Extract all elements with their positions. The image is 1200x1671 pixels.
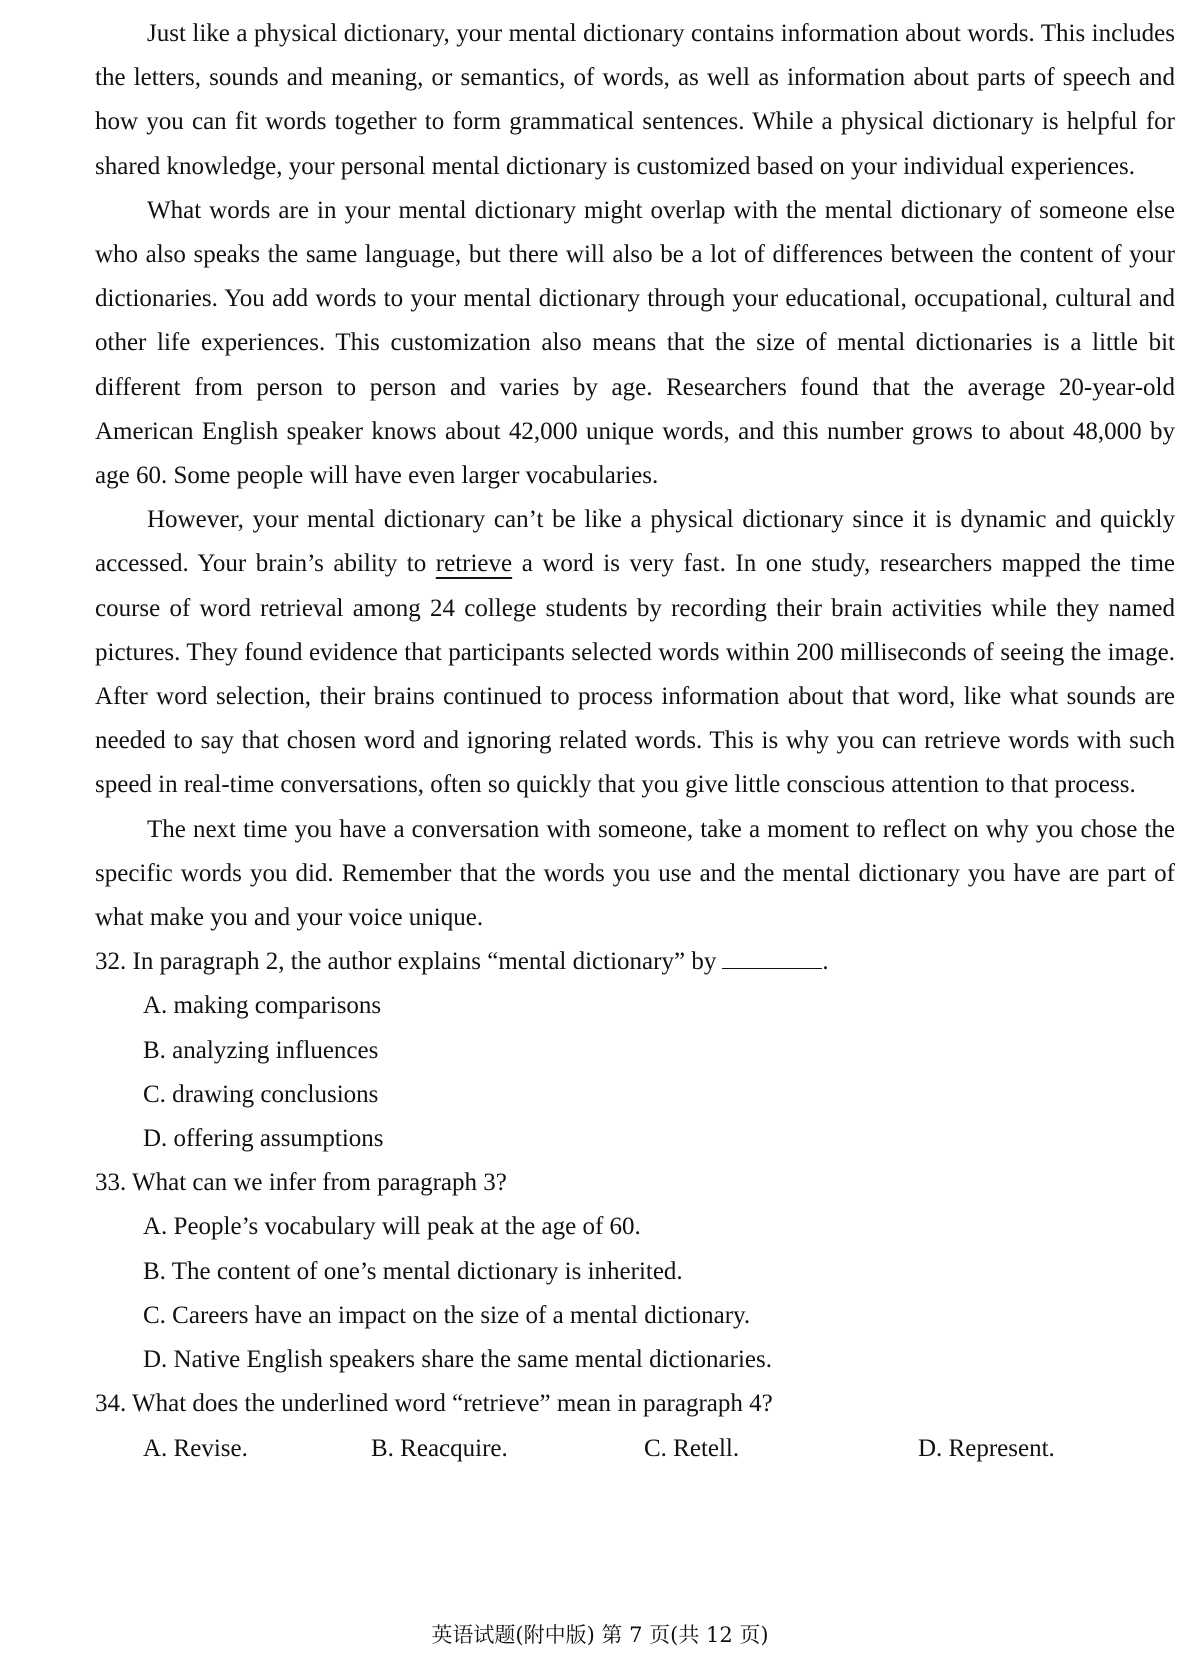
passage-paragraph-3 xyxy=(95,498,1175,807)
question-32-option-d: D. offering assumptions xyxy=(143,1125,384,1153)
passage-paragraph-3-start: However, your mental dictionary can’t be like a physical dictionary since it is dynamic and quickly accessed. Your brain’s ability to xyxy=(95,506,1175,578)
passage-paragraph-1: Just like a physical dictionary, your mental dictionary contains information about words. This includes the letters, sounds and meaning, or semantics, of words, as well as information about parts of speech and how you can fit words together to form grammatical sentences. While a physical dictionary is helpful for shared knowledge, your personal mental dictionary is customized based on your individual experiences. xyxy=(95,20,1175,180)
question-34-option-d: D. Represent. xyxy=(918,1434,1055,1462)
question-34-options xyxy=(143,1427,1175,1471)
question-33-option-b: B. The content of one’s mental dictionary is inherited. xyxy=(143,1257,683,1285)
question-32-stem: 32. In paragraph 2, the author explains “mental dictionary” by . xyxy=(95,948,829,976)
underlined-word: retrieve xyxy=(435,550,513,578)
question-34-stem: 34. What does the underlined word “retrieve” mean in paragraph 4? xyxy=(95,1390,773,1418)
question-34-option-a: A. Revise. xyxy=(143,1434,248,1462)
passage-paragraph-3-end: a word is very fast. In one study, researchers mapped the time course of word retrieval among 24 college students by recording their brain activities while they named pictures. They found evidence that participants selected words within 200 milliseconds of seeing the image. After word selection, their brains continued to process information about that word, like what sounds are needed to say that chosen word and ignoring related words. This is why you can retrieve words with such speed in real-time conversations, often so quickly that you give little conscious attention to that process. xyxy=(95,550,1175,799)
question-34-option-c: C. Retell. xyxy=(644,1434,740,1462)
question-33 xyxy=(95,1161,1175,1382)
answer-blank xyxy=(722,967,822,969)
question-33-stem: 33. What can we infer from paragraph 3? xyxy=(95,1169,507,1197)
question-34 xyxy=(95,1382,1175,1470)
passage-paragraph-2: What words are in your mental dictionary might overlap with the mental dictionary of someone else who also speaks the same language, but there will also be a lot of differences between the content of your dictionaries. You add words to your mental dictionary through your educational, occupational, cultural and other life experiences. This customization also means that the size of mental dictionaries is a little bit different from person to person and varies by age. Researchers found that the average 20-year-old American English speaker knows about 42,000 unique words, and this number grows to about 48,000 by age 60. Some people will have even larger vocabularies. xyxy=(95,196,1175,490)
question-32-option-b: B. analyzing influences xyxy=(143,1036,379,1064)
question-33-option-c: C. Careers have an impact on the size of a mental dictionary. xyxy=(143,1301,751,1329)
exam-page xyxy=(95,12,1175,1471)
question-32-option-a: A. making comparisons xyxy=(143,992,382,1020)
question-32-option-c: C. drawing conclusions xyxy=(143,1080,379,1108)
page-footer: 英语试题(附中版) 第 7 页(共 12 页) xyxy=(431,1623,769,1647)
passage-paragraph-4: The next time you have a conversation with someone, take a moment to reflect on why you chose the specific words you did. Remember that the words you use and the mental dictionary you have are part of what make you and your voice unique. xyxy=(95,815,1175,932)
question-33-option-a: A. People’s vocabulary will peak at the age of 60. xyxy=(143,1213,641,1241)
question-34-option-b: B. Reacquire. xyxy=(371,1434,508,1462)
question-32 xyxy=(95,940,1175,1161)
question-33-option-d: D. Native English speakers share the same mental dictionaries. xyxy=(143,1346,772,1374)
